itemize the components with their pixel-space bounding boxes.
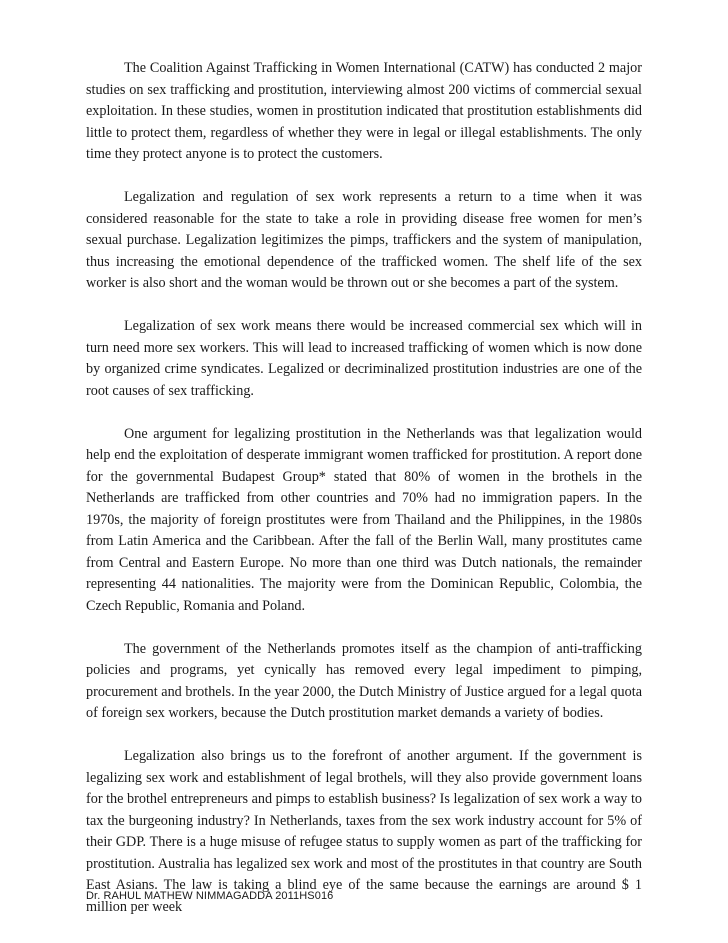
paragraph-netherlands-argument: One argument for legalizing prostitution in the Netherlands was that legalization would help end the exploitation of desperate immigrant women trafficked for prostitution. A report done for the governmental Budapest Group* stated that 80% of women in the brothels in the Netherlands are trafficked from other countries and 70% had no immigration papers. In the 1970s, the majority of foreign prostitutes were from Thailand and the Philippines, in the 1980s from Latin America and the Caribbean. After the fall of the Berlin Wall, many prostitutes came from Central and Eastern Europe. No more than one third was Dutch nationals, the remainder representing 44 nationalities. The majority were from the Dominican Republic, Colombia, the Czech Republic, Romania and Poland. xyxy=(86,425,642,614)
paragraph-netherlands-government: The government of the Netherlands promotes itself as the champion of anti-trafficking policies and programs, yet cynically has removed every legal impediment to pimping, procurement and brothels. In the year 2000, the Dutch Ministry of Justice argued for a legal quota of foreign sex workers, because the Dutch prostitution market demands a variety of bodies. xyxy=(86,640,642,721)
paragraph-catw-studies: The Coalition Against Trafficking in Women International (CATW) has conducted 2 major studies on sex trafficking and prostitution, interviewing almost 200 victims of commercial sexual exploitation. In these studies, women in prostitution indicated that prostitution establishments did little to protect them, regardless of whether they were in legal or illegal establishments. The only time they protect anyone is to protect the customers. xyxy=(86,60,642,162)
page-footer: Dr. RAHUL MATHEW NIMMAGADDA 2011HS016 xyxy=(86,890,334,902)
paragraph-legalization-regulation: Legalization and regulation of sex work represents a return to a time when it was considered reasonable for the state to take a role in providing disease free women for men’s sexual purchase. Legalization legitimizes the pimps, traffickers and the system of manipulation, thus increasing the emotional dependence of the trafficked women. The shelf life of the sex worker is also short and the woman would be thrown out or she becomes a part of the system. xyxy=(86,189,642,291)
paragraph-forefront-argument: Legalization also brings us to the forefront of another argument. If the government is legalizing sex work and establishment of legal brothels, will they also provide government loans for the brothel entrepreneurs and pimps to establish business? Is legalization of sex work a way to tax the burgeoning industry? In Netherlands, taxes from the sex work industry account for 5% of their GDP. There is a huge misuse of refugee status to supply women as part of the trafficking for prostitution. Australia has legalized sex work and most of the prostitutes in that country are South East Asians. The law is taking a blind eye of the same because the earnings are around $ 1 million per week xyxy=(86,748,642,915)
paragraph-increased-commercial-sex: Legalization of sex work means there would be increased commercial sex which will in turn need more sex workers. This will lead to increased trafficking of women which is now done by organized crime syndicates. Legalized or decriminalized prostitution industries are one of the root causes of sex trafficking. xyxy=(86,318,642,399)
document-body xyxy=(86,58,642,918)
